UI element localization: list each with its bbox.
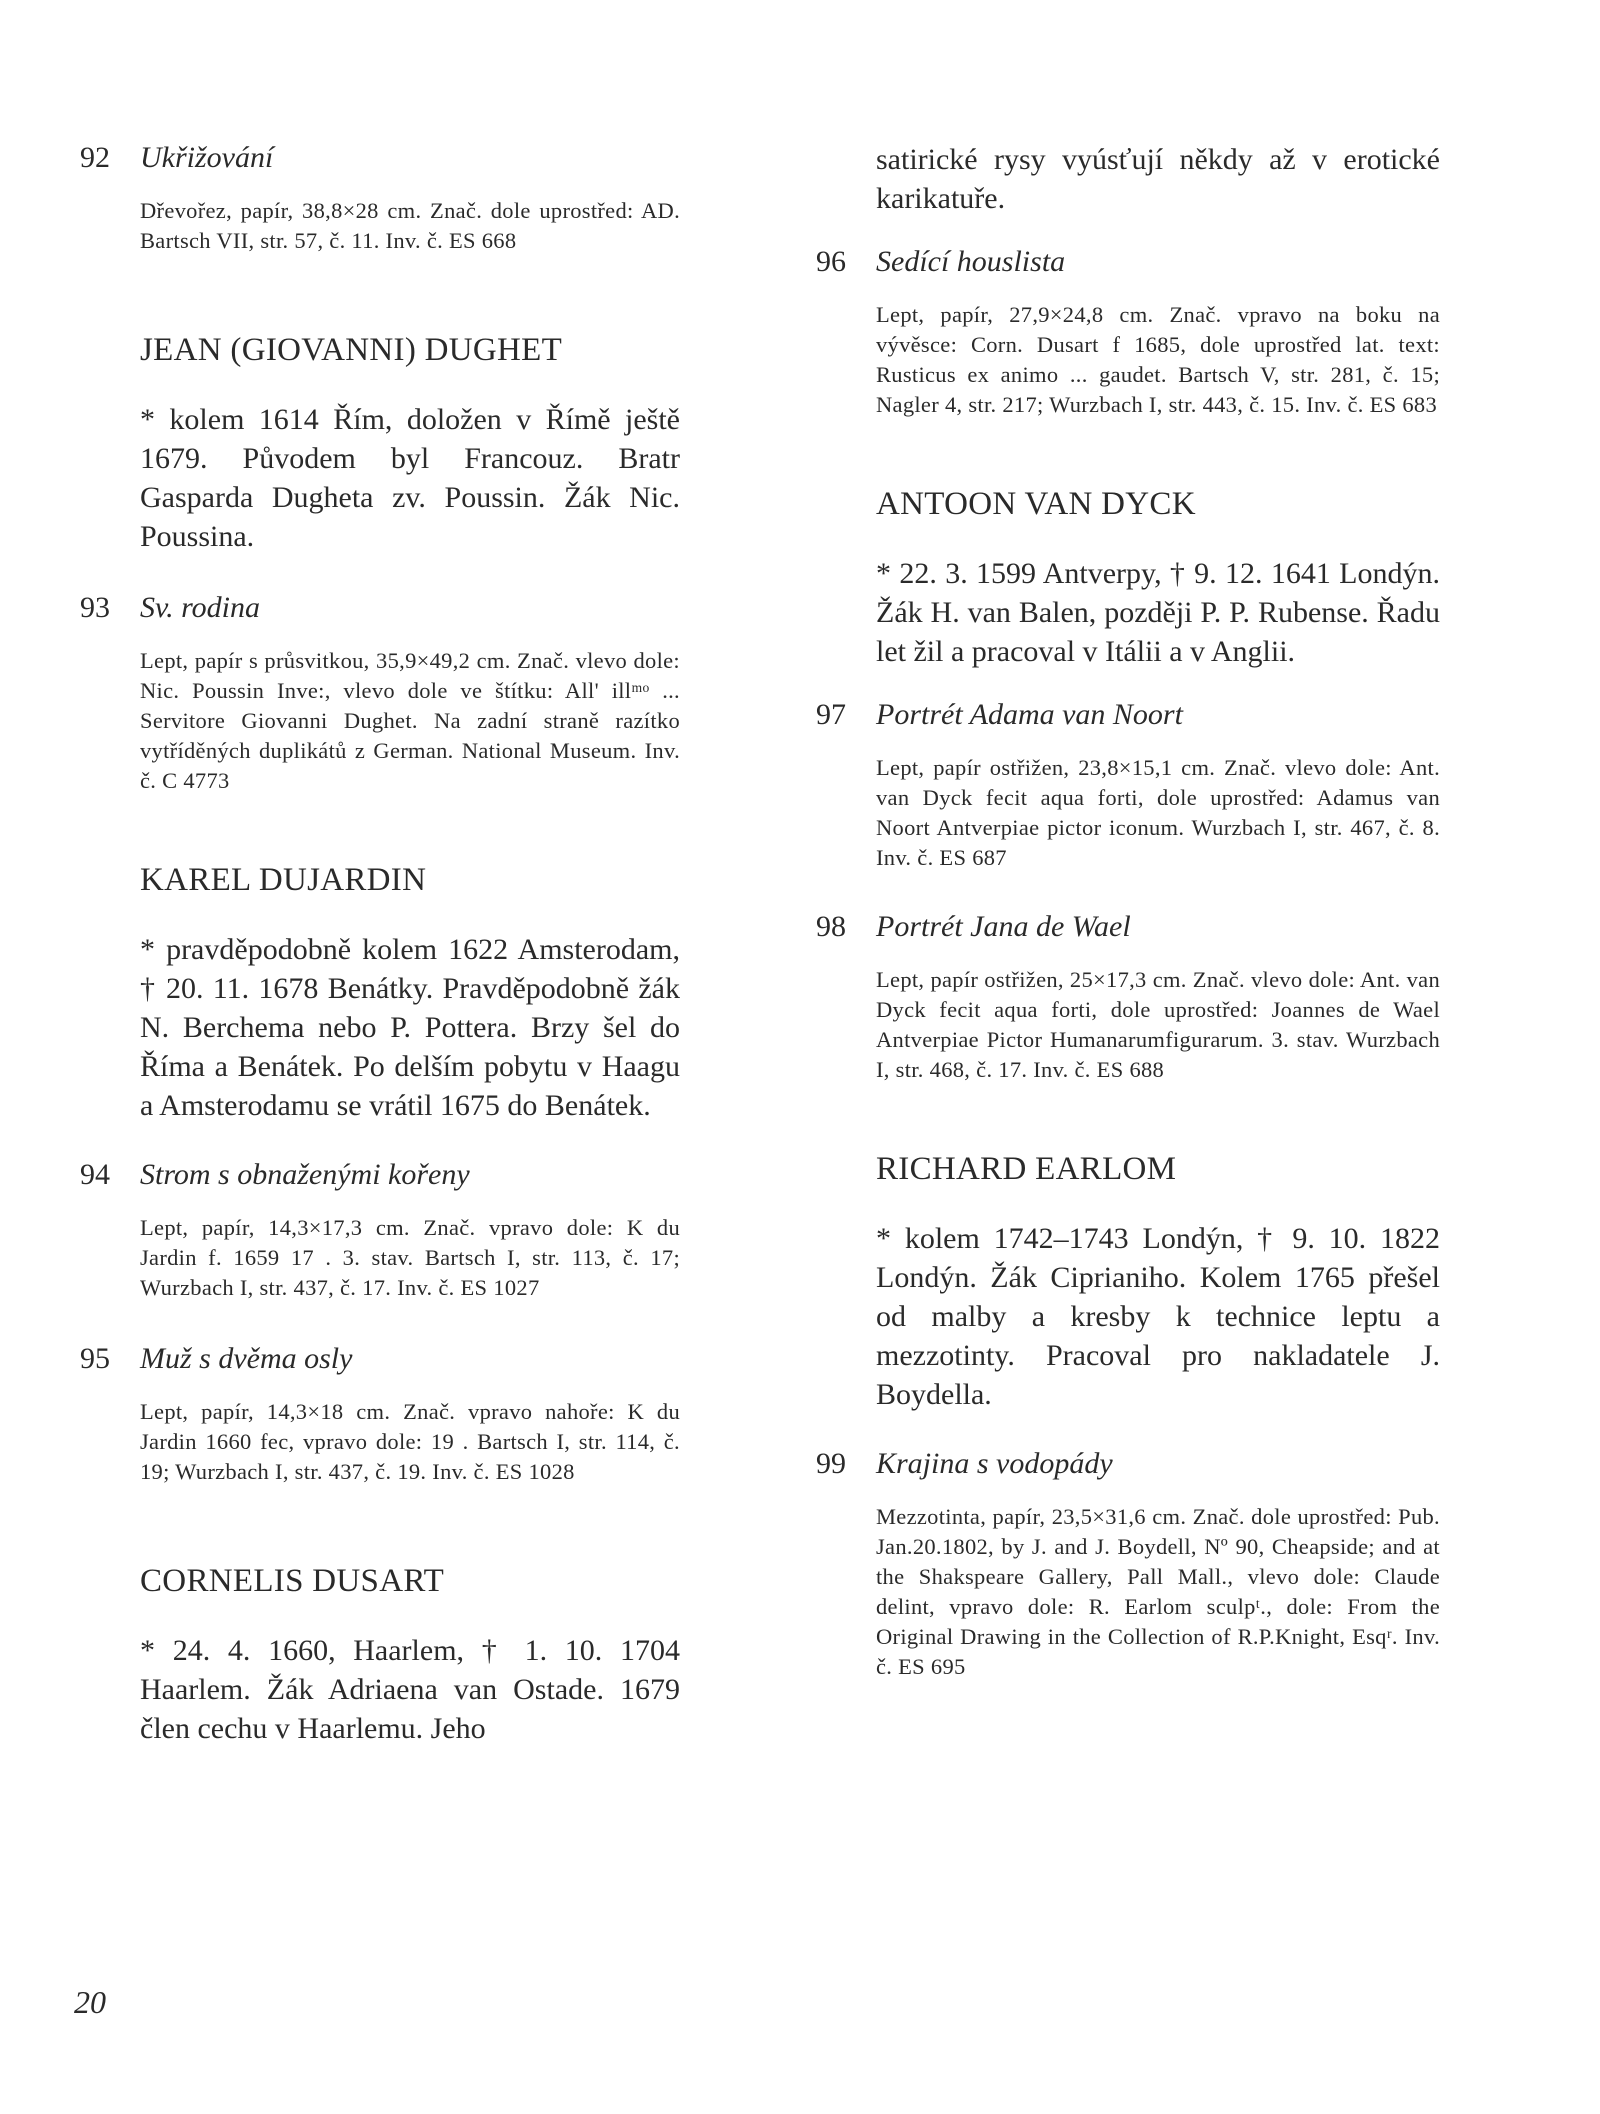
entry-number: 97 [816,698,846,731]
bio-continuation: satirické rysy vyúsťují někdy až v erotické karikatuře. [876,143,1440,215]
entry-title: Krajina s vodopády [876,1447,1113,1480]
entry-number: 94 [80,1158,110,1191]
entry-details: Dřevořez, papír, 38,8×28 cm. Znač. dole uprostřed: AD. Bartsch VII, str. 57, č. 11. Inv. č. ES 668 [140,198,680,253]
catalog-entry-94 [80,1157,680,1303]
entry-title: Strom s obnaženými kořeny [140,1158,470,1191]
entry-details: Lept, papír, 14,3×17,3 cm. Znač. vpravo dole: K du Jardin f. 1659 17 . 3. stav. Bartsch I, str. 113, č. 17; Wurzbach I, str. 437, č. 17. Inv. č. ES 1027 [140,1215,680,1300]
entry-details: Lept, papír ostřižen, 23,8×15,1 cm. Znač. vlevo dole: Ant. van Dyck fecit aqua forti, dole uprostřed: Adamus van Noort Antverpiae pictor iconum. Wurzbach I, str. 467, č. 8. Inv. č. ES 687 [876,755,1440,870]
entry-details: Lept, papír, 27,9×24,8 cm. Znač. vpravo na boku na vývěsce: Corn. Dusart f 1685, dole uprostřed lat. text: Rusticus ex animo ... gaudet. Bartsch V, str. 281, č. 15; Nagler 4, str. 217; Wurzbach I, str. 443, č. 15. Inv. č. ES 683 [876,302,1440,417]
artist-name-earlom: RICHARD EARLOM [876,1151,1177,1187]
artist-bio-van-dyck: * 22. 3. 1599 Antverpy, † 9. 12. 1641 Londýn. Žák H. van Balen, později P. P. Rubense. Řadu let žil a pracoval v Itálii a v Anglii. [876,557,1440,668]
artist-bio-earlom: * kolem 1742–1743 Londýn, † 9. 10. 1822 Londýn. Žák Ciprianiho. Kolem 1765 přešel od malby a kresby k technice leptu a mezzotinty. Pracoval pro nakladatele J. Boydella. [876,1222,1440,1411]
entry-title: Sedící houslista [876,245,1066,278]
entry-details: Mezzotinta, papír, 23,5×31,6 cm. Znač. dole uprostřed: Pub. Jan.20.1802, by J. and J. Boydell, Nº 90, Cheapside; and at the Shakspeare Gallery, Pall Mall., vlevo dole: Claude delint, vpravo dole: R. Earlom sculpᵗ., dole: From the Original Drawing in the Collection of R.P.Knight, Esqʳ. Inv. č. ES 695 [876,1504,1440,1679]
entry-number: 96 [816,245,846,278]
catalog-entry-92 [80,140,680,256]
artist-name-dusart: CORNELIS DUSART [140,1563,445,1599]
artist-bio-dusart: * 24. 4. 1660, Haarlem, † 1. 10. 1704 Haarlem. Žák Adriaena van Ostade. 1679 člen cechu v Haarlemu. Jeho [140,1634,680,1745]
entry-details: Lept, papír s průsvitkou, 35,9×49,2 cm. Znač. vlevo dole: Nic. Poussin Inve:, vlevo dole ve štítku: All' illᵐᵒ ... Servitore Giovanni Dughet. Na zadní straně razítko vytříděných duplikátů z German. National Museum. Inv. č. C 4773 [140,648,680,793]
entry-details: Lept, papír ostřižen, 25×17,3 cm. Znač. vlevo dole: Ant. van Dyck fecit aqua forti, dole uprostřed: Joannes de Wael Antverpiae Pictor Humanarumfigurarum. 3. stav. Wurzbach I, str. 468, č. 17. Inv. č. ES 688 [876,967,1440,1082]
catalog-entry-96 [816,244,1440,420]
artist-name-van-dyck: ANTOON VAN DYCK [876,486,1196,522]
catalog-entry-95 [80,1341,680,1487]
entry-title: Ukřižování [140,141,274,174]
entry-number: 98 [816,910,846,943]
entry-title: Sv. rodina [140,591,260,624]
entry-title: Muž s dvěma osly [140,1342,353,1375]
entry-number: 99 [816,1447,846,1480]
catalog-entry-93 [80,590,680,796]
entry-title: Portrét Adama van Noort [876,698,1183,731]
left-column [80,140,680,1748]
artist-bio-dujardin: * pravděpodobně kolem 1622 Amsterodam, † 20. 11. 1678 Benátky. Pravděpodobně žák N. Berchema nebo P. Pottera. Brzy šel do Říma a Benátek. Po delším pobytu v Haagu a Amsterodamu se vrátil 1675 do Benátek. [140,933,680,1122]
right-column [816,140,1440,1682]
catalog-entry-99 [816,1446,1440,1682]
entry-number: 92 [80,141,110,174]
catalog-entry-98 [816,909,1440,1085]
entry-title: Portrét Jana de Wael [876,910,1131,943]
page-number: 20 [74,1984,106,2020]
artist-name-dujardin: KAREL DUJARDIN [140,862,427,898]
entry-number: 93 [80,591,110,624]
catalog-entry-97 [816,697,1440,873]
entry-details: Lept, papír, 14,3×18 cm. Znač. vpravo nahoře: K du Jardin 1660 fec, vpravo dole: 19 . Bartsch I, str. 114, č. 19; Wurzbach I, str. 437, č. 19. Inv. č. ES 1028 [140,1399,680,1484]
artist-name-dughet: JEAN (GIOVANNI) DUGHET [140,332,563,368]
entry-number: 95 [80,1342,110,1375]
artist-bio-dughet: * kolem 1614 Řím, doložen v Římě ještě 1679. Původem byl Francouz. Bratr Gasparda Dugheta zv. Poussin. Žák Nic. Poussina. [140,403,680,553]
